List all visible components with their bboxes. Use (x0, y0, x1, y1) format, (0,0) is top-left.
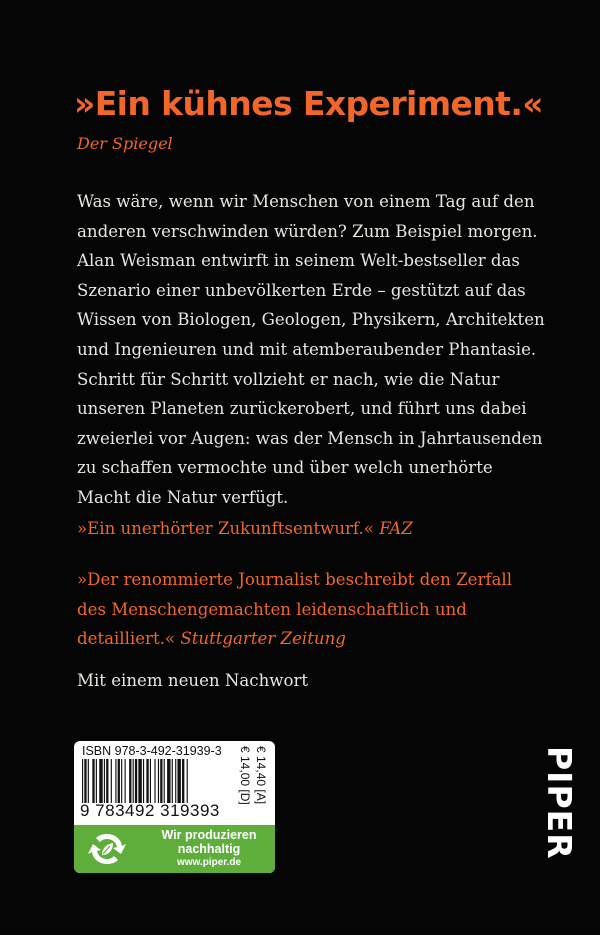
barcode-bar (138, 759, 141, 803)
isbn-text: ISBN 978-3-492-31939-3 (82, 744, 222, 758)
review-quote-1 (77, 514, 537, 544)
barcode-bar (111, 759, 112, 803)
barcode-bar (129, 759, 131, 803)
barcode-bar (177, 759, 180, 803)
barcode-bar (172, 759, 173, 803)
sustainability-line-2: nachhaltig (177, 841, 241, 856)
barcode-bar (99, 759, 102, 803)
barcode-bars (82, 759, 232, 803)
sustainability-badge (74, 825, 275, 873)
barcode-bar (106, 759, 108, 803)
review-quote-2-source: Stuttgarter Zeitung (180, 629, 346, 649)
barcode-bar (164, 759, 165, 803)
sustainability-line-1: Wir produzieren (161, 828, 257, 842)
sustainability-text (148, 829, 270, 869)
barcode-bar (182, 759, 184, 803)
review-quote-1-source: FAZ (379, 519, 413, 538)
blurb-text: Was wäre, wenn wir Menschen von einem Tag auf den anderen verschwinden würden? Zum Beispiel morgen. Alan Weisman entwirft in seinem Welt-bestseller das Szenario einer unbevölkerten Erde – gestützt auf das Wissen von Biologen, Geologen, Physikern, Architekten und Ingenieuren und mit atemberaubender Phantasie. Schritt für Schritt vollzieht er nach, wie die Natur unseren Planeten zurückerobert, und führt uns dabei zweierlei vor Augen: was der Mensch in Jahrtausenden zu schaffen vermochte und über welch unerhörte Macht die Natur verfügt. (77, 192, 545, 507)
barcode-bar (158, 759, 159, 803)
barcode-bar (115, 759, 116, 803)
barcode-label (74, 741, 275, 873)
barcode-bar (96, 759, 97, 803)
barcode-bar (187, 759, 188, 803)
barcode-bar (92, 759, 94, 803)
recycle-leaf-icon (88, 830, 126, 868)
publisher-url: www.piper.de (176, 857, 242, 868)
barcode-bar (167, 759, 170, 803)
barcode-bar (88, 759, 89, 803)
barcode-bar (175, 759, 176, 803)
headline-quote: »Ein kühnes Experiment.« (74, 84, 543, 123)
afterword-note: Mit einem neuen Nachwort (77, 671, 309, 690)
barcode-bar (125, 759, 126, 803)
price-germany: € 14,00 [D] (238, 746, 252, 805)
barcode-bar (104, 759, 105, 803)
barcode-bar (121, 759, 122, 803)
price-austria: € 14,40 [A] (254, 746, 268, 805)
barcode-bar (143, 759, 144, 803)
review-quote-2 (77, 565, 537, 654)
publisher-logo-text: PIPER (540, 746, 579, 860)
barcode-bar (135, 759, 137, 803)
barcode-bar (133, 759, 134, 803)
barcode-bar (150, 759, 151, 803)
price-block (236, 746, 272, 816)
review-quote-2-text: »Der renommierte Journalist beschreibt den Zerfall des Menschengemachten leidenschaftlich und detailliert.« (77, 570, 513, 649)
barcode-bar (82, 759, 83, 803)
publisher-logo (511, 740, 599, 880)
barcode-digits: 9 783492 319393 (80, 801, 220, 820)
barcode-bar (160, 759, 162, 803)
barcode-bar (118, 759, 120, 803)
barcode-bar (154, 759, 155, 803)
barcode-bar (146, 759, 148, 803)
headline-source: Der Spiegel (77, 134, 173, 153)
review-quote-1-text: »Ein unerhörter Zukunftsentwurf.« (77, 519, 380, 538)
barcode-bar (84, 759, 86, 803)
